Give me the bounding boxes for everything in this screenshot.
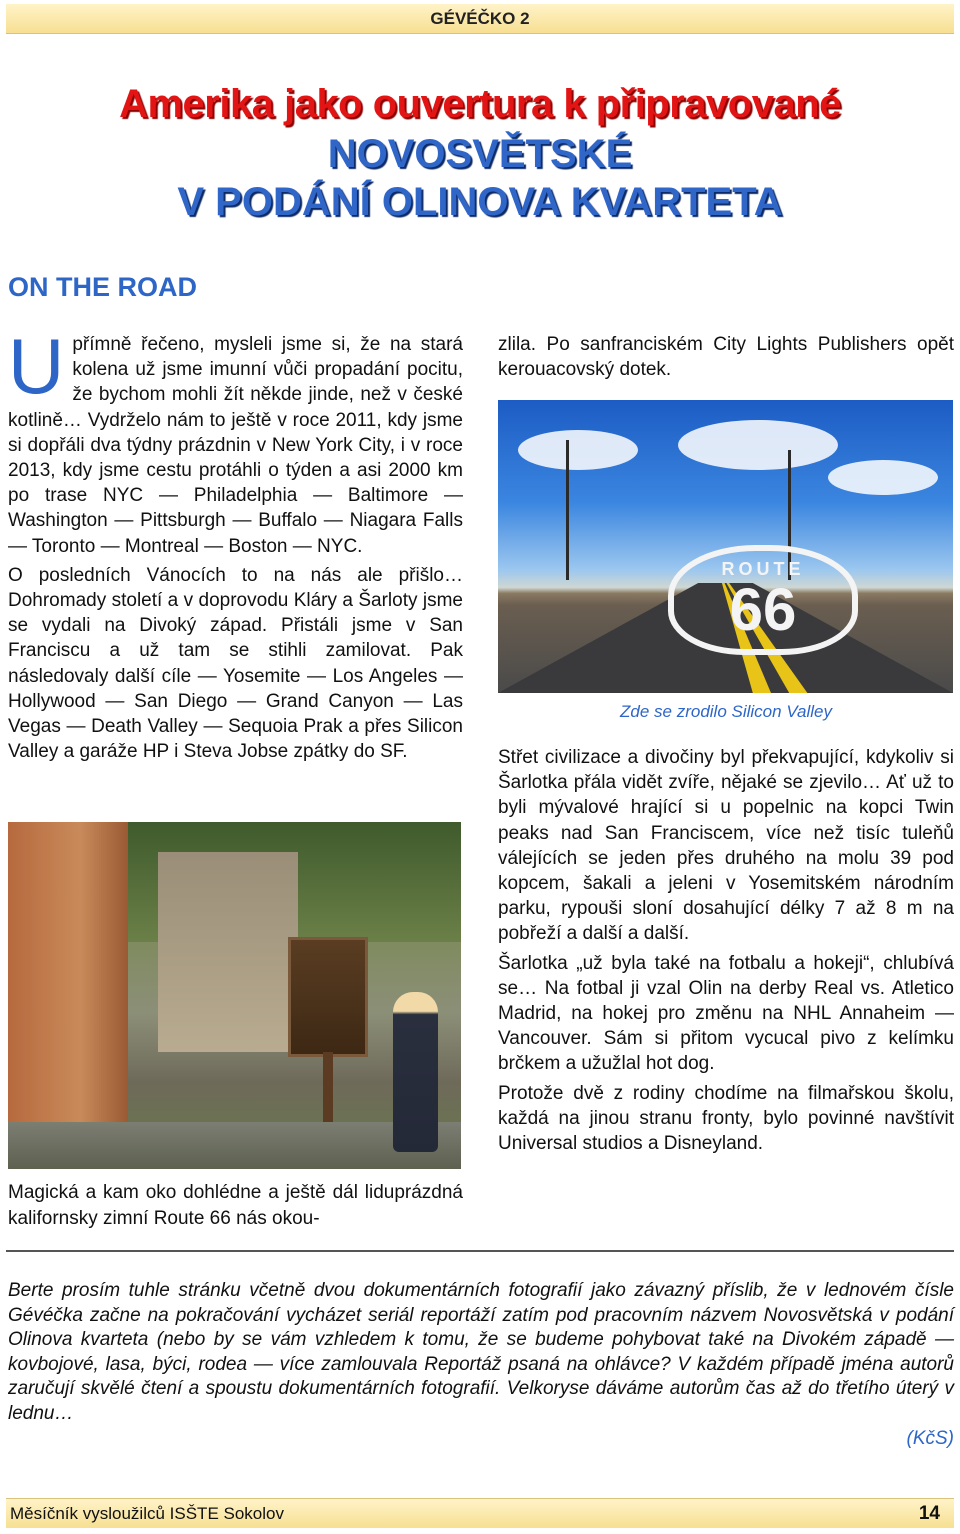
- photo-plaque-post: [323, 1052, 333, 1132]
- left-column: [8, 322, 463, 768]
- footer-bar: [6, 1498, 954, 1528]
- header-bar: [6, 4, 954, 34]
- photo-cloud: [828, 460, 938, 495]
- right-paragraph-1: Střet civilizace a divočiny byl překvapující, kdykoliv si Šarlotka přála vidět zvíře, nějaké se zjevilo… Ať už to byli mývalové hrající si u popelnic na kopci Twin peaks nad San Franciscem, více než tisíc tuleňů válejících se jeden přes druhého na molu 39 pod kopcem, šakali a jeleni v Yosemitském národním parku, rypouši sloní dosahující délky 7 až 8 m na pobřeží a další a další.: [498, 747, 954, 945]
- separator-line: [6, 1250, 954, 1252]
- photo-cloud: [678, 420, 838, 470]
- editorial-signature: (KčS): [906, 1428, 954, 1449]
- header-title: GÉVÉČKO 2: [430, 9, 530, 28]
- route-shield-label: ROUTE: [721, 559, 805, 579]
- editorial-note: Berte prosím tuhle stránku včetně dvou dokumentárních fotografií jako závazný příslib, že v lednovém čísle Gévéčka začne na pokračování vycházet seriál reportáží zatím pod pracovním názvem Novosvětská v podání Olinova kvarteta (nebo by se vám vzhledem k tomu, že se budeme pohybovat také na Divokém západě — kovbojové, lasa, býci, rodea — více zamlouvala Reportáž psaná na ohlávce? V každém případě jména autorů zaručují skvělé čtení a spoustu dokumentárních fotografií. Velkoryse dáváme autorům čas až do třetího úterý v lednu…: [8, 1280, 954, 1424]
- headline-line-3: V PODÁNÍ OLINOVA KVARTETA: [177, 180, 783, 224]
- photo-caption: Zde se zrodilo Silicon Valley: [620, 702, 832, 721]
- right-paragraph-2: Šarlotka „už byla také na fotbalu a hokeji“, chlubívá se… Na fotbal ji vzal Olin na derby Real vs. Atletico Madrid, na hokej pro změnu na NHL Annaheim — Vancouver. Sám si přitom vycucal pivo z kelímku brčkem a užužlal hot dog.: [498, 952, 954, 1075]
- headline-line-1: Amerika jako ouvertura k připravované: [119, 82, 841, 126]
- right-paragraph-0: zlila. Po sanfranciském City Lights Publishers opět kerouacovský dotek.: [498, 334, 954, 381]
- right-column-top: [498, 332, 954, 382]
- photo-person: [393, 992, 438, 1152]
- left-paragraph-1-text: přímně řečeno, mysleli jsme si, že na stará kolena už jsme imunní vůči propadání pocitu, že bychom mohli žít někde jinde, než v české kotlině… Vydrželo nám to ještě v roce 2011, kdy jsme si dopřáli dva týdny prázdnin v New York City, i v roce 2013, kdy jsme cestu protáhli o týden a asi 2000 km po trase NYC — Philadelphia — Baltimore — Washington — Pittsburgh — Buffalo — Niagara Falls — Toronto — Montreal — Boston — NYC.: [8, 334, 463, 557]
- left-paragraph-2: O posledních Vánocích to na nás ale přišlo… Dohromady století a v doprovodu Kláry a Šarloty jsme se vydali na Divoký západ. Přistáli jsme v San Franciscu a už tam se stihli zamilovat. Pak následovaly další cíle — Yosemite — Los Angeles — Hollywood — San Diego — Grand Canyon — Las Vegas — Death Valley — Sequoia Prak a přes Silicon Valley a garáže HP i Steva Jobse zpátky do SF.: [8, 564, 463, 763]
- left-caption-text: Magická a kam oko dohlédne a ještě dál liduprázdná kalifornsky zimní Route 66 nás okou-: [8, 1182, 463, 1229]
- photo-house: [8, 822, 128, 1122]
- headline-line-2: NOVOSVĚTSKÉ: [327, 132, 633, 176]
- dropcap: U: [8, 322, 65, 410]
- photo-house-facade: [158, 852, 298, 1052]
- left-paragraph-1: [8, 322, 463, 559]
- route-shield-number: 66: [729, 576, 797, 643]
- section-title: ON THE ROAD: [8, 272, 197, 302]
- photo-silicon-valley-garage: [8, 822, 461, 1169]
- photo-cloud: [518, 430, 638, 470]
- right-column-body: [498, 745, 954, 1160]
- photo-utility-pole: [566, 440, 569, 580]
- photo-plaque: [288, 937, 368, 1057]
- footer-publication: Měsíčník vysloužilců ISŠTE Sokolov: [10, 1504, 284, 1523]
- page-number: 14: [918, 1503, 940, 1524]
- photo-route-66: [498, 400, 953, 693]
- route-66-shield: [668, 545, 858, 655]
- right-paragraph-3: Protože dvě z rodiny chodíme na filmařskou školu, každá na jinou stranu fronty, bylo povinné navštívit Universal studios a Disneyland.: [498, 1082, 954, 1155]
